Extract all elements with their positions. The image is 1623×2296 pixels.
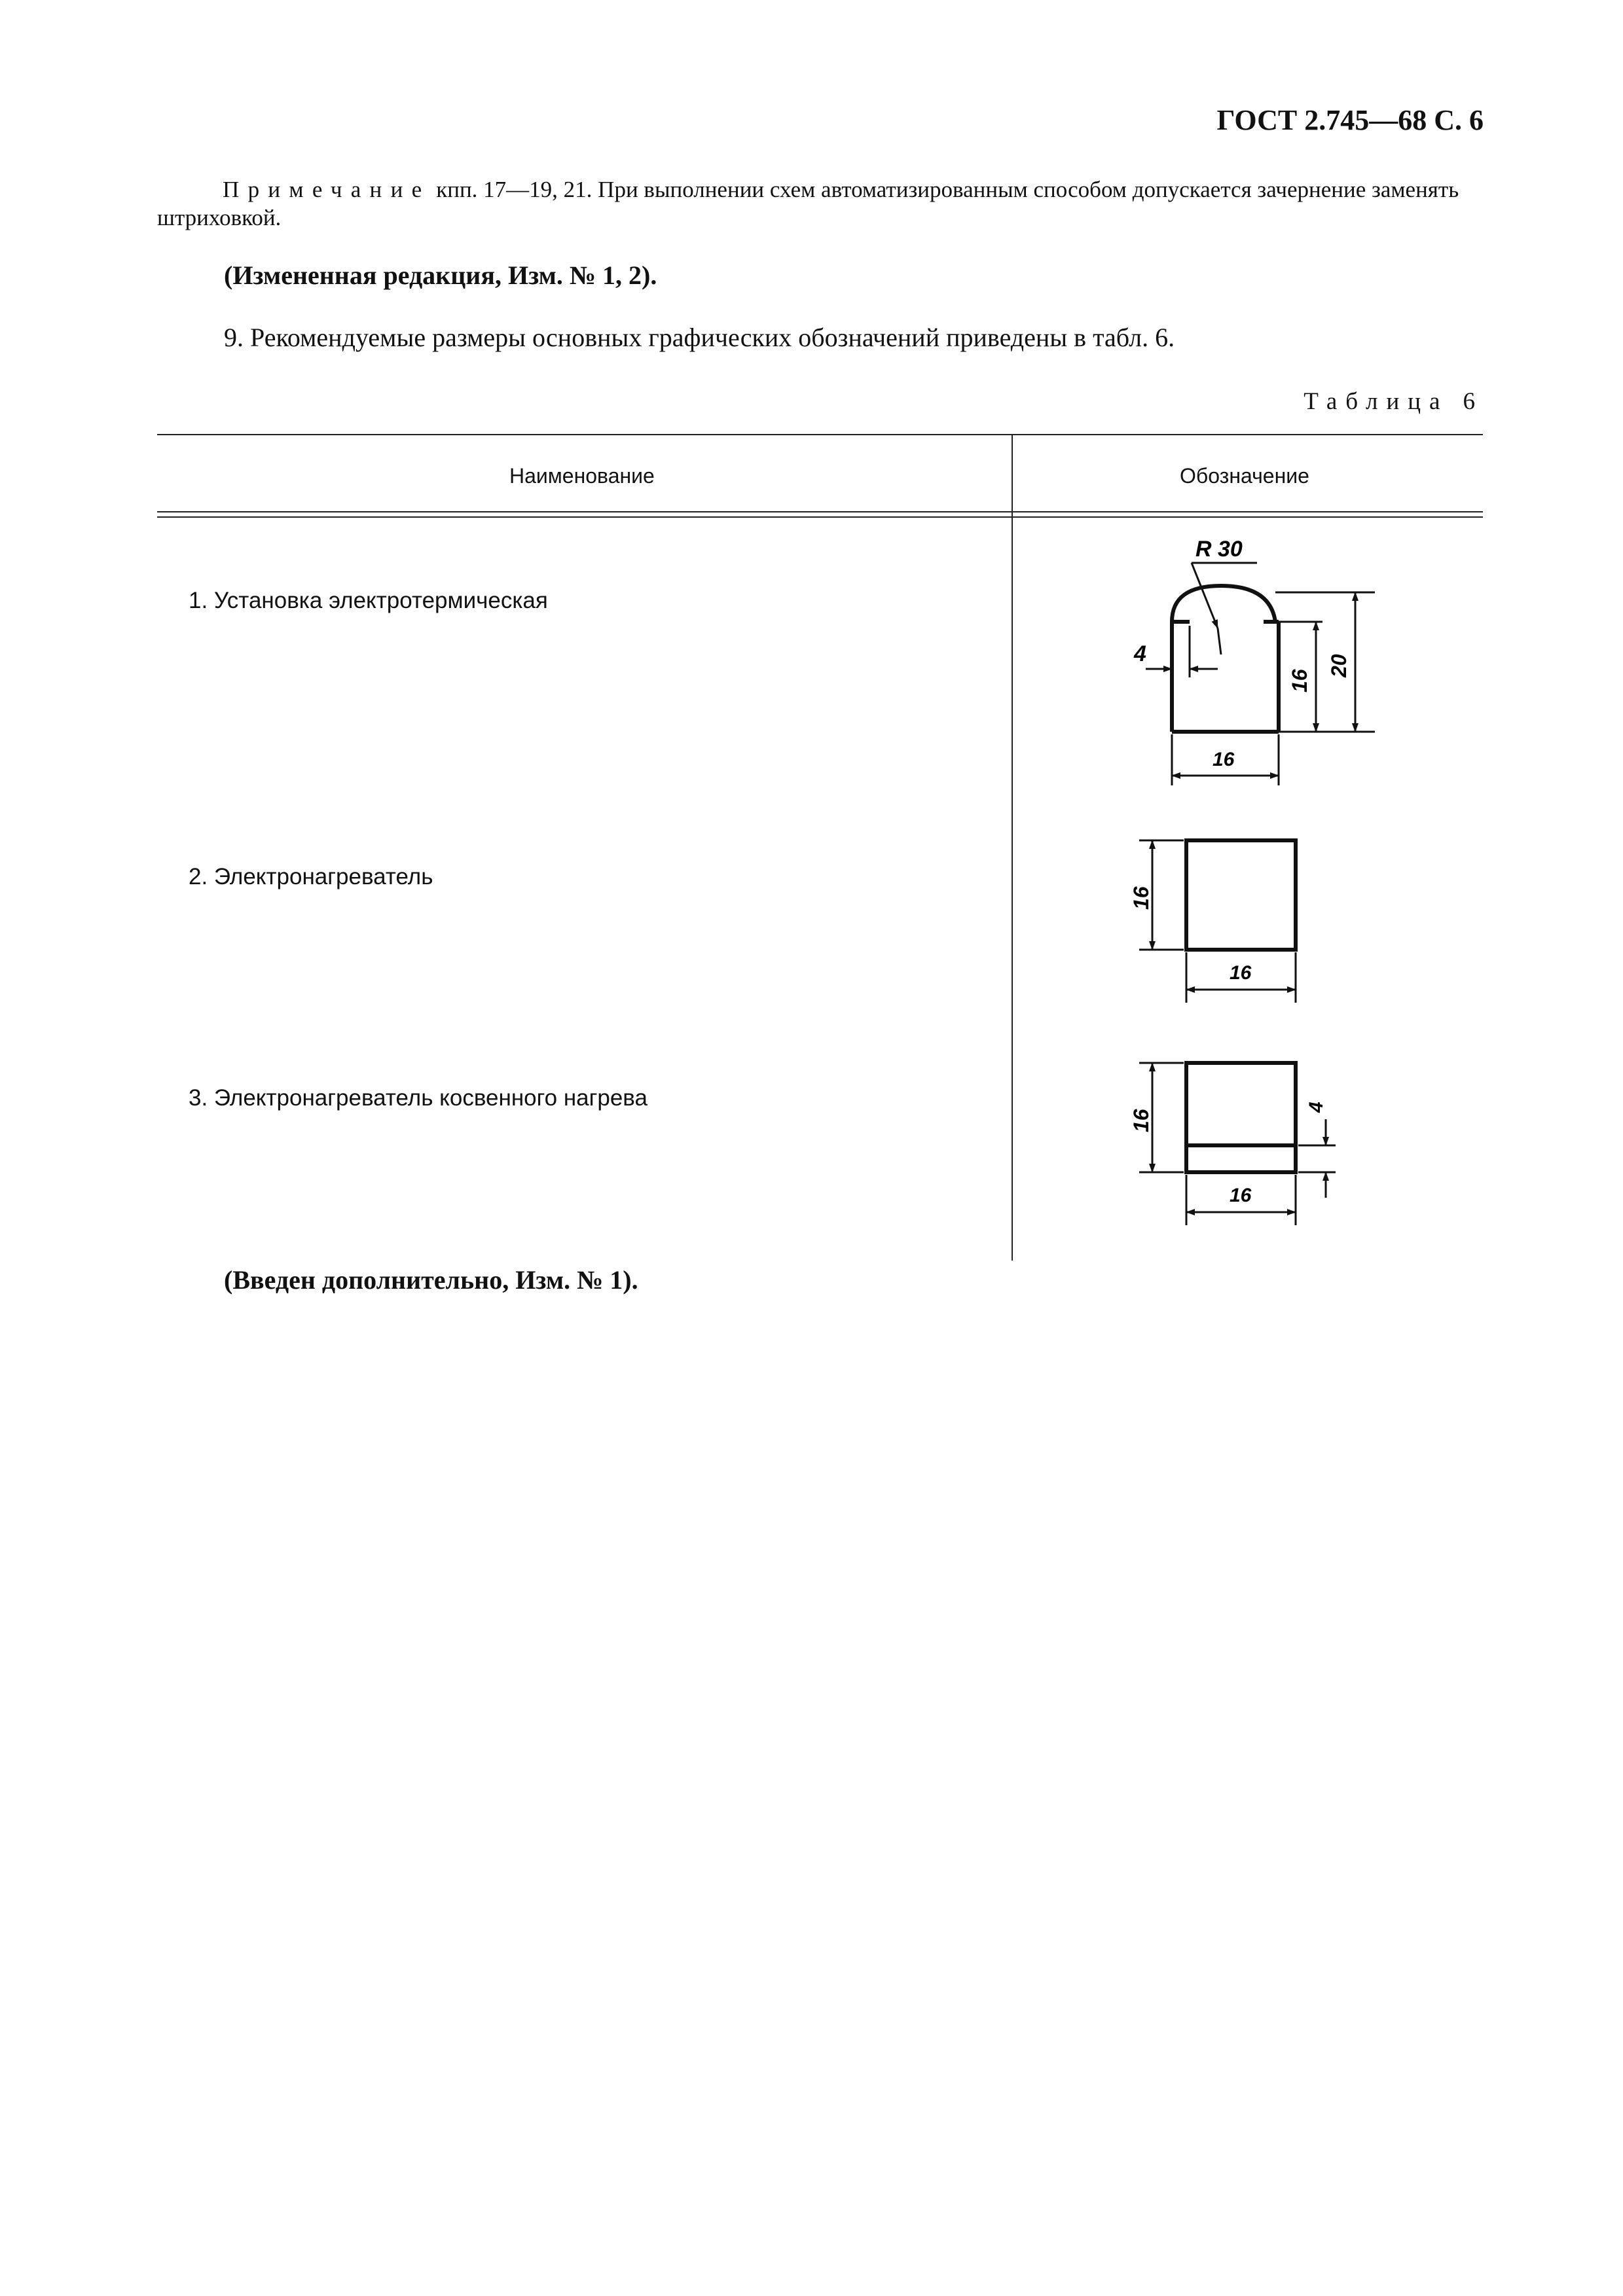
table-label: Таблица 6 <box>1304 388 1484 415</box>
note-label: Примечание <box>223 177 431 202</box>
indirect-heater-outline <box>1186 1063 1296 1172</box>
paragraph-9: 9. Рекомендуемые размеры основных графических обозначений приведены в табл. 6. <box>224 323 1175 352</box>
inner-height-label: 16 <box>1288 669 1311 692</box>
gap-dimension <box>1146 626 1218 677</box>
table-row-name: 2. Электронагреватель <box>189 864 433 889</box>
indirect-heater-width-label: 16 <box>1230 1185 1252 1206</box>
table-row-name: 3. Электронагреватель косвенного нагрева <box>189 1085 647 1111</box>
electric-heater-symbol <box>1126 825 1309 1008</box>
page-header: ГОСТ 2.745—68 С. 6 <box>1216 104 1484 136</box>
note-text: кпп. 17—19, 21. При выполнении схем автоматизированным способом допускается зачернение заменять штриховкой. <box>157 177 1459 230</box>
indirect-heater-symbol <box>1126 1047 1349 1230</box>
installation-outline <box>1172 586 1279 732</box>
radius-label: R 30 <box>1195 537 1243 562</box>
indirect-heater-height-label: 16 <box>1129 1109 1153 1132</box>
column-header-symbol: Обозначение <box>1180 464 1309 488</box>
heater-width-label: 16 <box>1230 962 1252 984</box>
amendment-note-1: (Измененная редакция, Изм. № 1, 2). <box>224 260 657 290</box>
amendment-note-2: (Введен дополнительно, Изм. № 1). <box>224 1265 638 1295</box>
heater-dimensions <box>1139 840 1296 1003</box>
strip-height-label: 4 <box>1305 1102 1327 1113</box>
table-header-rule-double <box>157 516 1483 518</box>
radius-leader <box>1192 563 1257 655</box>
width-label: 16 <box>1213 749 1235 770</box>
heater-outline <box>1186 840 1296 950</box>
note-paragraph <box>157 175 1483 232</box>
table-header-rule <box>157 511 1483 512</box>
column-header-name: Наименование <box>509 464 655 488</box>
table-row-name: 1. Установка электротермическая <box>189 588 548 613</box>
table-column-divider <box>1012 434 1013 1261</box>
gap-label: 4 <box>1134 641 1146 666</box>
total-height-label: 20 <box>1327 654 1351 677</box>
electrothermal-installation-symbol <box>1106 530 1414 805</box>
heater-height-label: 16 <box>1129 886 1153 910</box>
table-top-rule <box>157 434 1483 435</box>
